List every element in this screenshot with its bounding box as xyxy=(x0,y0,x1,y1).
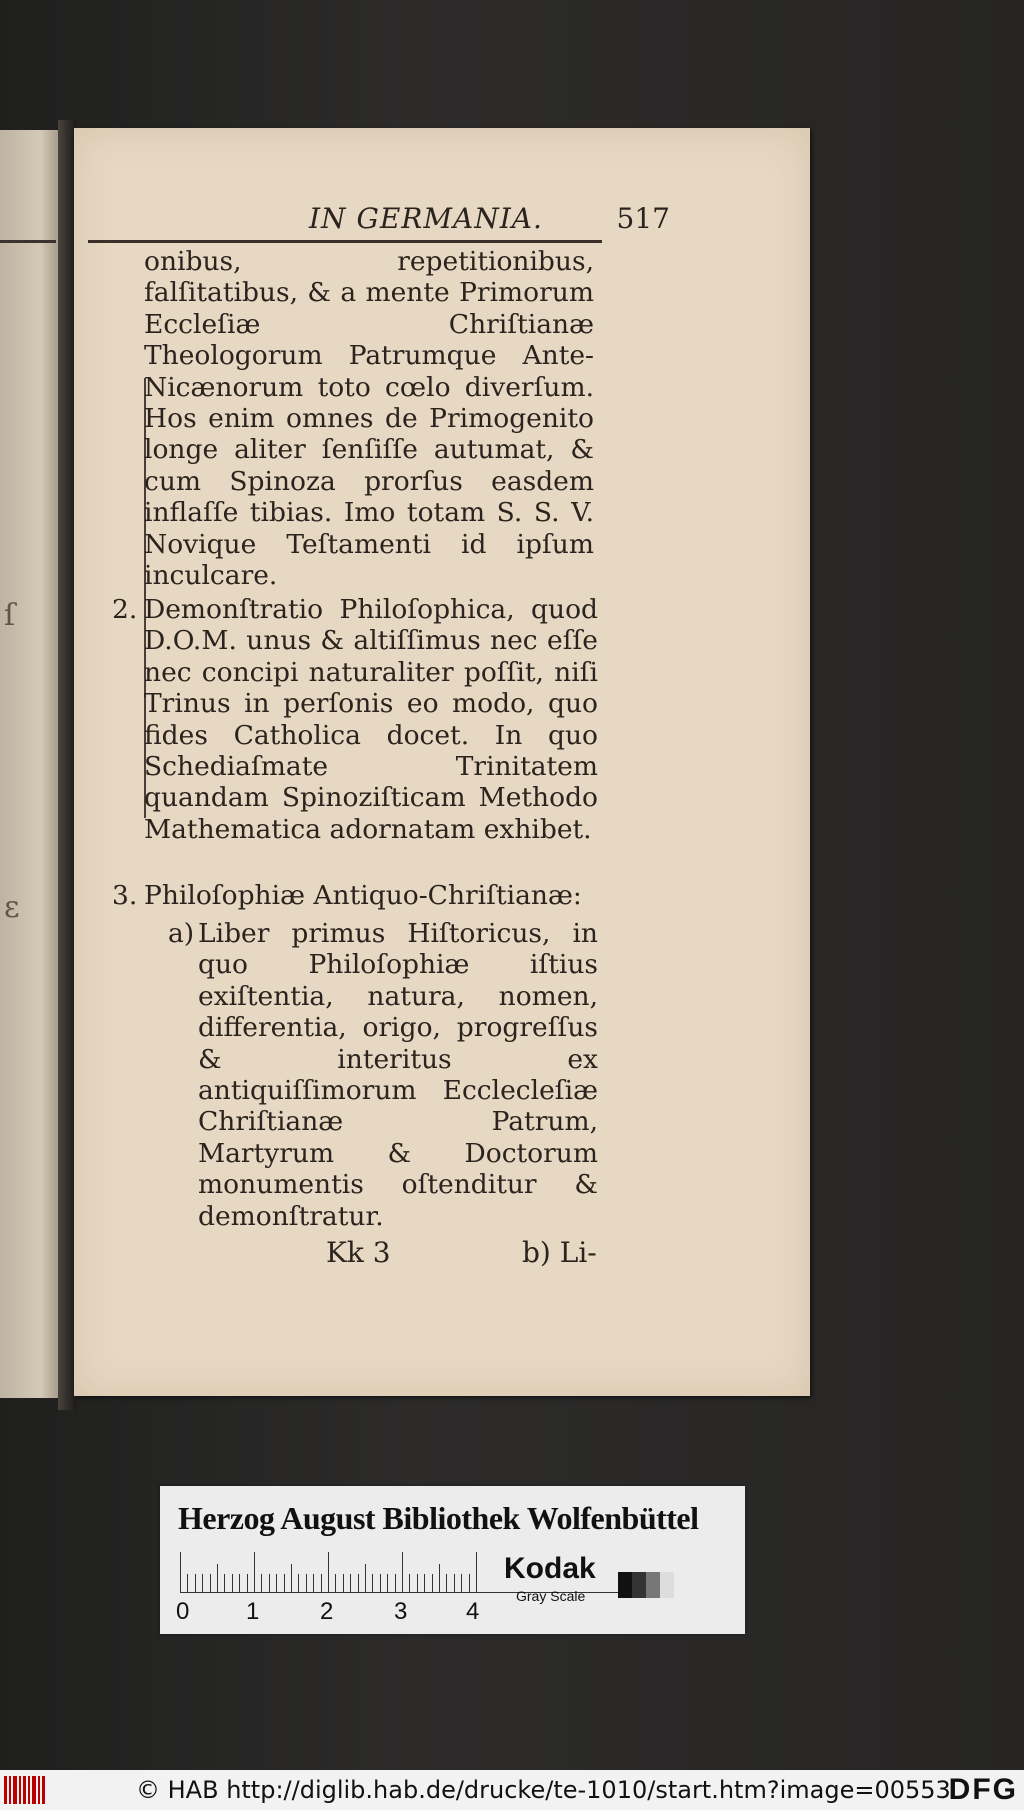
ruler-tick xyxy=(328,1552,329,1592)
ruler-tick xyxy=(335,1574,336,1592)
ruler-tick xyxy=(284,1574,285,1592)
ruler-tick xyxy=(232,1574,233,1592)
ruler-tick xyxy=(454,1574,455,1592)
ruler-tick xyxy=(409,1574,410,1592)
sub-item xyxy=(168,918,598,1232)
ruler-tick xyxy=(202,1574,203,1592)
item-text: Philoſophiæ Antiquo-Chriſtianæ: xyxy=(144,880,582,911)
previous-page-edge xyxy=(0,130,58,1398)
running-head: IN GERMANIA. xyxy=(309,202,543,235)
dfg-logo: DFG xyxy=(948,1773,1018,1806)
header-rule xyxy=(88,240,602,243)
book-page xyxy=(74,128,810,1396)
item-number: 2. xyxy=(112,594,138,625)
ruler-tick xyxy=(313,1574,314,1592)
ruler-tick xyxy=(439,1564,440,1592)
previous-page-rule xyxy=(0,240,56,243)
color-reference-card xyxy=(160,1486,745,1634)
ruler-tick xyxy=(261,1574,262,1592)
ruler-number: 1 xyxy=(246,1598,260,1625)
ruler-tick xyxy=(306,1574,307,1592)
ruler-tick xyxy=(298,1574,299,1592)
ruler-tick xyxy=(365,1564,366,1592)
copyright-link[interactable]: © HAB http://diglib.hab.de/drucke/te-1010/start.htm?image=00553 xyxy=(136,1776,951,1804)
ruler-tick xyxy=(395,1574,396,1592)
intro-paragraph: onibus, repetitionibus, falſitatibus, & a mente Primorum Eccleſiæ Chriſtianæ Theologorum Patrumque Ante-Nicænorum toto cœlo diverſum. Hos enim omnes de Primogenito longe aliter ſenſiſſe autumat, & cum Spinoza prorſus easdem inflaſſe tibias. Imo totam S. S. V. Novique Teſtamenti id ipſum inculcare. xyxy=(144,246,594,592)
ruler-tick xyxy=(195,1574,196,1592)
ruler-tick xyxy=(247,1574,248,1592)
ruler-tick xyxy=(291,1564,292,1592)
previous-page-glyph: ſ xyxy=(4,598,16,633)
ruler-tick xyxy=(402,1552,403,1592)
ruler-tick xyxy=(424,1574,425,1592)
ruler-tick xyxy=(343,1574,344,1592)
ruler-tick xyxy=(217,1564,218,1592)
library-name: Herzog August Bibliothek Wolfenbüttel xyxy=(178,1500,699,1536)
ruler-tick xyxy=(276,1574,277,1592)
item-number: 3. xyxy=(112,880,138,911)
gray-scale-label: Gray Scale xyxy=(516,1588,586,1604)
list-item xyxy=(112,594,598,845)
ruler-tick xyxy=(432,1574,433,1592)
ruler-number: 0 xyxy=(176,1598,190,1625)
ruler-tick xyxy=(446,1574,447,1592)
gray-swatch xyxy=(618,1572,674,1598)
catchword: b) Li- xyxy=(522,1236,597,1269)
previous-page-glyph: ε xyxy=(4,890,20,925)
ruler-tick xyxy=(372,1574,373,1592)
ruler-tick xyxy=(358,1574,359,1592)
item-text: Demonſtratio Philoſophica, quod D.O.M. unus & altiſſimus nec eſſe nec concipi naturaliter poſſit, niſi Trinus in perſonis eo modo, quo fides Catholica docet. In quo Schediaſmate Trinitatem quandam Spinoziſticam Methodo Mathematica adornatam exhibet. xyxy=(144,594,598,845)
ruler-number: 3 xyxy=(394,1598,408,1625)
ruler-tick xyxy=(476,1552,477,1592)
barcode-icon xyxy=(4,1776,46,1804)
ruler-tick xyxy=(461,1574,462,1592)
ruler-tick xyxy=(210,1574,211,1592)
kodak-logo: Kodak xyxy=(504,1552,596,1585)
sub-item-text: Liber primus Hiſtoricus, in quo Philoſophiæ iſtius exiſtentia, natura, nomen, differentia, origo, progreſſus & interitus ex antiquiſſimorum Ecclecleſiæ Chriſtianæ Patrum, Martyrum & Doctorum monumentis oſtenditur & demonſtratur. xyxy=(198,918,598,1232)
ruler-tick xyxy=(417,1574,418,1592)
page-number: 517 xyxy=(616,202,670,235)
ruler-tick xyxy=(224,1574,225,1592)
ruler-tick xyxy=(387,1574,388,1592)
ruler-tick xyxy=(380,1574,381,1592)
ruler-tick xyxy=(180,1552,181,1592)
footer-bar xyxy=(0,1770,1024,1810)
ruler-tick xyxy=(321,1574,322,1592)
list-item xyxy=(112,880,598,911)
ruler-tick xyxy=(239,1574,240,1592)
ruler-tick xyxy=(187,1574,188,1592)
ruler-number: 2 xyxy=(320,1598,334,1625)
page-header xyxy=(234,202,670,238)
ruler-tick xyxy=(469,1574,470,1592)
signature-mark: Kk 3 xyxy=(326,1236,391,1269)
ruler-number: 4 xyxy=(466,1598,480,1625)
ruler-tick xyxy=(269,1574,270,1592)
sub-item-label: a) xyxy=(168,918,195,949)
intro-paragraph-block xyxy=(144,246,594,591)
ruler-tick xyxy=(254,1552,255,1592)
ruler-tick xyxy=(350,1574,351,1592)
